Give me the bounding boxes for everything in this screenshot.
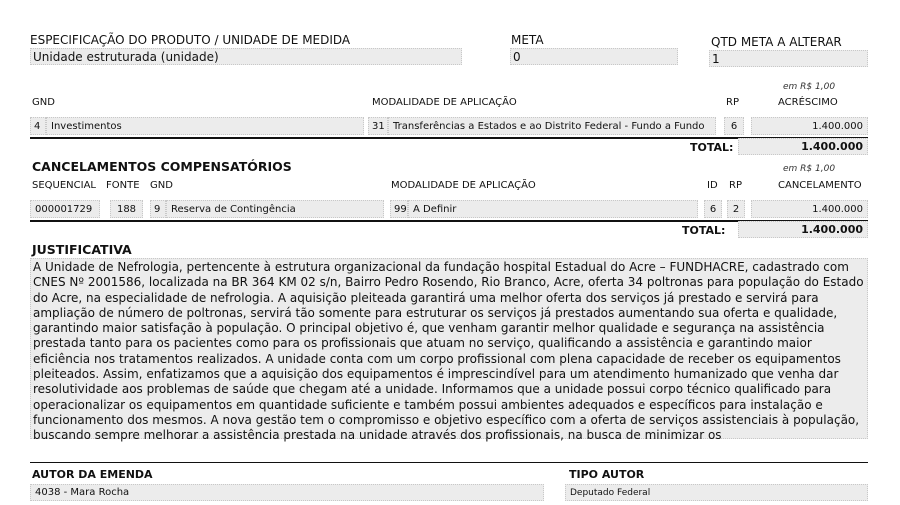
- qtd-value: 1: [712, 52, 720, 66]
- tipo-autor-value: Deputado Federal: [565, 484, 868, 501]
- cancel-mod-code: 99: [390, 200, 408, 218]
- acrescimo-valor: 1.400.000: [751, 117, 868, 135]
- cancel-id: 6: [704, 200, 722, 218]
- tipo-autor-label: TIPO AUTOR: [569, 468, 645, 481]
- acrescimo-header-gnd: GND: [32, 97, 55, 108]
- cancel-gnd-code: 9: [150, 200, 166, 218]
- acrescimo-header-rp: RP: [726, 97, 739, 108]
- cancel-header-gnd: GND: [150, 180, 173, 191]
- meta-field: [510, 48, 678, 65]
- cancel-header-id: ID: [707, 180, 718, 191]
- acrescimo-mod-name: Transferências a Estados e ao Distrito Federal - Fundo a Fundo: [388, 117, 716, 135]
- justificativa-title: JUSTIFICATIVA: [32, 242, 132, 257]
- cancel-header-rp: RP: [729, 180, 742, 191]
- cancel-mod-name: A Definir: [408, 200, 698, 218]
- acrescimo-total-label: TOTAL:: [690, 141, 734, 154]
- spec-label: ESPECIFICAÇÃO DO PRODUTO / UNIDADE DE MEDIDA: [30, 33, 351, 47]
- autor-value: 4038 - Mara Rocha: [30, 484, 544, 501]
- spec-value: Unidade estruturada (unidade): [33, 50, 219, 64]
- autor-label: AUTOR DA EMENDA: [32, 468, 153, 481]
- cancelamentos-title: CANCELAMENTOS COMPENSATÓRIOS: [32, 159, 292, 174]
- spec-field: [30, 48, 462, 65]
- justificativa-box: [30, 258, 868, 443]
- cancel-header-modalidade: MODALIDADE DE APLICAÇÃO: [391, 180, 536, 191]
- cancel-header-fonte: FONTE: [106, 180, 140, 191]
- meta-value: 0: [513, 50, 521, 64]
- justificativa-text: A Unidade de Nefrologia, pertencente à estrutura organizacional da fundação hospital Estadual do Acre – FUNDHACRE, cadastrado com CNES Nº 2001586, localizada na BR 364 KM 02 s/n, Bairro Pedro Rosendo, Rio Branco, Acre, oferta 34 poltronas para população do Estado do Acre, na especialidade de nefrologia. A aquisição pleiteada garantirá uma melhor oferta dos serviços já prestado e servirá para ampliação de número de poltronas, servirá tão somente para estruturar os serviços já prestados aumentando sua oferta e qualidade, garantindo maior satisfação à população. O principal objetivo é, que venham garantir melhor qualidade e segurança na assistência prestada tanto para os pacientes como para os profissionais que atuam no serviço, qualificando a assistência e garantindo maior eficiência nos tratamentos realizados. A unidade conta com um corpo profissional com plena capacidade de receber os equipamentos pleiteados. Assim, enfatizamos que a aquisição dos equipamentos é imprescindível para um atendimento humanizado que venha dar resolutividade aos problemas de saúde que chegam até a unidade. Informamos que a unidade possui corpo técnico qualificado para operacionalizar os equipamentos em quantidade suficiente e também possui ambientes adequados e específicos para instalação e funcionamento dos mesmos. A nova gestão tem o compromisso e objetivo específico com a oferta de serviços assistenciais à população, buscando sempre melhorar a assistência prestada na unidade através dos profissionais, na busca de minimizar os: [33, 260, 864, 443]
- cancel-header-valor: CANCELAMENTO: [778, 180, 862, 191]
- acrescimo-header-valor: ACRÉSCIMO: [778, 97, 838, 108]
- meta-label: META: [511, 33, 544, 47]
- cancel-sequencial: 000001729: [30, 200, 100, 218]
- qtd-field: [709, 50, 868, 67]
- acrescimo-rp: 6: [724, 117, 744, 135]
- cancel-gnd-name: Reserva de Contingência: [166, 200, 384, 218]
- acrescimo-gnd-code: 4: [30, 117, 46, 135]
- acrescimo-unit-note: em R$ 1,00: [783, 82, 836, 92]
- acrescimo-header-modalidade: MODALIDADE DE APLICAÇÃO: [372, 97, 517, 108]
- acrescimo-total-value: 1.400.000: [738, 138, 868, 155]
- cancel-header-sequencial: SEQUENCIAL: [32, 180, 96, 191]
- autor-divider: [30, 462, 868, 463]
- acrescimo-mod-code: 31: [368, 117, 388, 135]
- qtd-label: QTD META A ALTERAR: [711, 35, 842, 49]
- acrescimo-gnd-name: Investimentos: [46, 117, 364, 135]
- cancelamentos-unit-note: em R$ 1,00: [783, 164, 836, 174]
- cancel-fonte: 188: [110, 200, 143, 218]
- cancel-total-value: 1.400.000: [738, 221, 868, 238]
- cancel-total-label: TOTAL:: [682, 224, 726, 237]
- cancel-valor: 1.400.000: [751, 200, 868, 218]
- cancel-rp: 2: [727, 200, 745, 218]
